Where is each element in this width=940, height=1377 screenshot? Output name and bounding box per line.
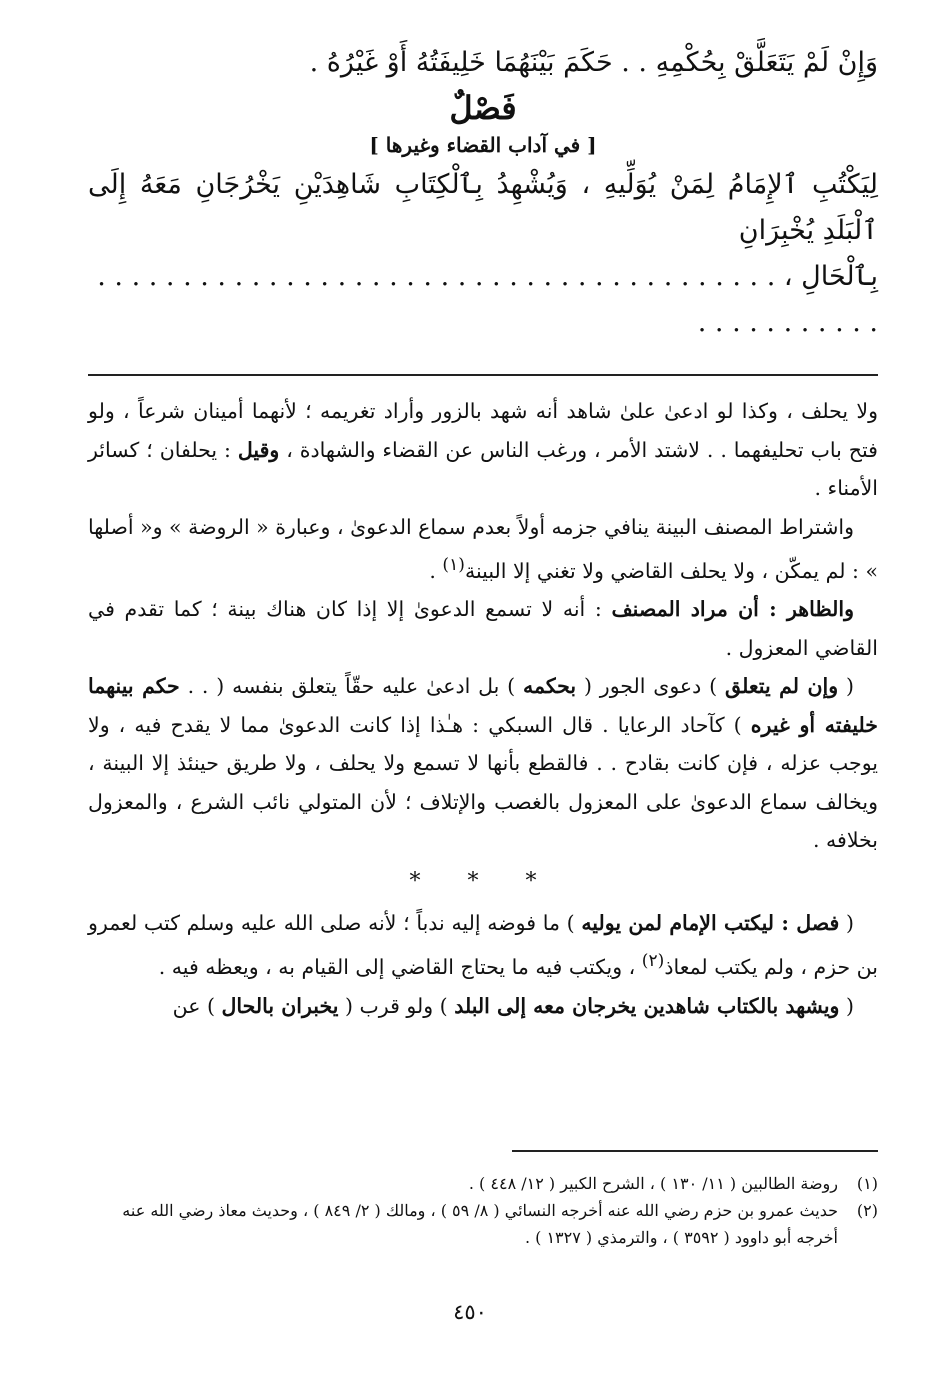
- p1-end: : يحلفان ؛ كسائر الأمناء .: [88, 437, 878, 500]
- matn-line-2: لِيَكْتُبِ ٱلإِمَامُ لِمَنْ يُوَلِّيهِ ، وَيُشْهِدُ بِٱلْكِتَابِ شَاهِدَيْنِ يَخْرُجَانِ مَعَهُ إِلَى ٱلْبَلَدِ يُخْبِرَانِ: [88, 169, 878, 246]
- p5-a: (: [845, 910, 854, 935]
- p6-bold-2: يخبران بالحال: [221, 993, 339, 1018]
- p4-a: (: [845, 674, 854, 699]
- footnote-2: [88, 1197, 878, 1251]
- commentary-paragraph-1: [88, 392, 878, 508]
- p6-a: (: [846, 993, 854, 1018]
- page-number: ٤٥٠: [453, 1300, 487, 1324]
- p2-end: .: [429, 558, 443, 583]
- footnote-text: روضة الطالبين ( ١١/ ١٣٠ ) ، الشرح الكبير ( ١٢/ ٤٤٨ ) .: [468, 1174, 838, 1193]
- p4-d: ) بل ادعىٰ عليه حقّاً يتعلق بنفسه ( . .: [187, 674, 516, 699]
- commentary-paragraph-3: [88, 590, 878, 667]
- p6-c: ) ولو قرب (: [344, 993, 448, 1018]
- p1-bold: وقيل: [237, 437, 280, 462]
- section-subtitle: [ في آداب القضاء وغيرها ]: [369, 133, 597, 157]
- p3-bold: والظاهر : أن مراد المصنف: [611, 597, 854, 622]
- section-separator-stars: * * *: [409, 868, 557, 894]
- section-heading: فَصْلٌ: [449, 89, 517, 127]
- commentary-paragraph-2: [88, 508, 878, 591]
- p5-bold-1: فصل : ليكتب الإمام لمن يوليه: [581, 910, 840, 935]
- p5-d: ، ويكتب فيه ما يحتاج القاضي إلى القيام به ، ويعظه فيه .: [158, 955, 642, 980]
- footnote-number: (٢): [856, 1201, 878, 1220]
- p6-bold-1: ويشهد بالكتاب شاهدين يخرجان معه إلى البلد: [454, 993, 840, 1018]
- footnote-1: [88, 1170, 878, 1197]
- p4-c: ) دعوى الجور (: [583, 674, 718, 699]
- commentary-paragraph-5: [88, 904, 878, 987]
- footnote-number: (١): [856, 1174, 878, 1193]
- p4-bold-2: بحكمه: [523, 674, 577, 699]
- footnote-ref-2[interactable]: (٢): [641, 951, 665, 972]
- footnote-ref-1[interactable]: (١): [442, 555, 465, 575]
- p3-text: : أنه لا تسمع الدعوىٰ إلا إذا كان هناك بينة ؛ كما تقدم في القاضي المعزول .: [88, 597, 878, 660]
- p4-bold-3: حكم بينهما خليفته أو غيره: [88, 674, 878, 737]
- p1-text: ولا يحلف ، وكذا لو ادعىٰ علىٰ شاهد أنه شهد بالزور وأراد تغريمه ؛ لأنهما أمينان شرعاً ، ولو فتح باب تحليفهما . . لاشتد الأمر ، ورغب الناس عن القضاء والشهادة ،: [88, 399, 878, 462]
- footnote-text: حديث عمرو بن حزم رضي الله عنه أخرجه النسائي ( ٨/ ٥٩ ) ، ومالك ( ٢/ ٨٤٩ ) ، وحديث معاذ رضي الله عنه أخرجه أبو داوود ( ٣٥٩٢ ) ، والترمذي ( ١٣٢٧ ) .: [122, 1201, 838, 1247]
- p2-text: واشتراط المصنف البينة ينافي جزمه أولاً بعدم سماع الدعوىٰ ، وعبارة « الروضة » و« أصلها » : لم يمكّن ، ولا يحلف القاضي ولا تغني إلا البينة: [87, 514, 878, 583]
- p4-bold-1: وإن لم يتعلق: [724, 674, 839, 699]
- matn-line-1: وَإِنْ لَمْ يَتَعَلَّقْ بِحُكْمِهِ . . حَكَمَ بَيْنَهُمَا خَلِيفَتُهُ أَوْ غَيْرُهُ .: [309, 47, 878, 78]
- matn-divider: [88, 374, 878, 376]
- commentary: [88, 392, 878, 1025]
- commentary-paragraph-4: [88, 667, 878, 860]
- matn-line-3: بِٱلْحَالِ ، . . . . . . . . . . . . . . . . . . . . . . . . . . . . . . . . . . . . . . . . . . . . . . . . . . .: [97, 261, 878, 338]
- p5-c: ) ما فوضه إليه ندباً ؛ لأنه صلى الله عليه وسلم كتب لعمرو بن حزم ، ولم يكتب لمعاذ: [88, 910, 878, 980]
- commentary-paragraph-6: [88, 987, 878, 1026]
- p6-d: ) عن: [172, 993, 215, 1018]
- footnotes: [88, 1170, 878, 1251]
- page-body: [88, 40, 878, 1025]
- footnote-divider: [512, 1150, 878, 1152]
- p4-e: ) كآحاد الرعايا . قال السبكي : هـٰذا إذا كانت الدعوىٰ مما لا يقدح فيه ، ولا يوجب عزله ، فإن كانت بقادح . . فالقطع بأنها لا تسمع ولا يحلف ، ولا طريق حينئذ إلا البينة ، ويخالف سماع الدعوىٰ على المعزول بالغصب والإتلاف ؛ لأن المتولي نائب الشرع ، والمعزول بخلافه .: [88, 712, 878, 853]
